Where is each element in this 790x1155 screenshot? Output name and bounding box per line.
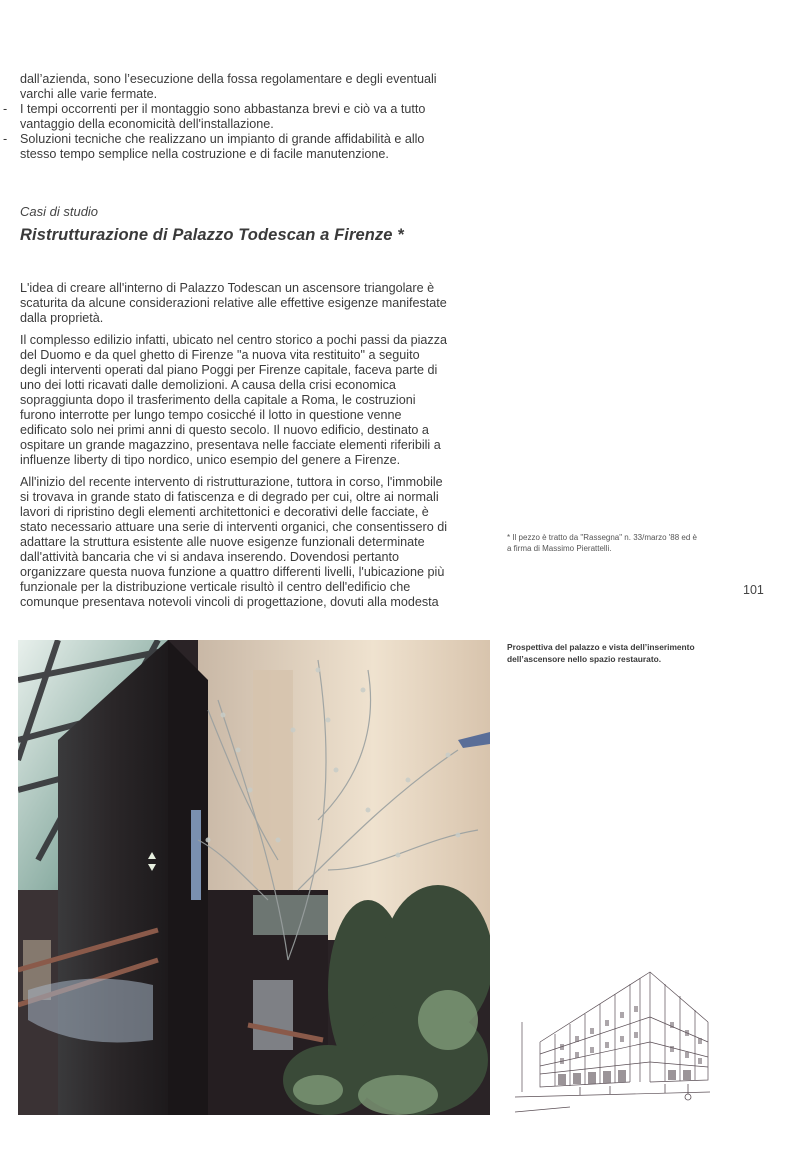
- text-line: del Duomo e da quel ghetto di Firenze "a nuova vita restituito" a seguito: [20, 348, 420, 362]
- text-line: furono interrotte per lungo tempo cosicché il lotto in questione venne: [20, 408, 402, 422]
- bullet-line: Soluzioni tecniche che realizzano un impianto di grande affidabilità e allo: [20, 132, 425, 146]
- caption-line: Prospettiva del palazzo e vista dell’inserimento: [507, 642, 695, 652]
- intro-continuation: [3, 72, 495, 162]
- palazzo-sketch: [510, 962, 720, 1117]
- figure-caption: [507, 641, 757, 665]
- text-line: funzionale per la distribuzione verticale risultò il centro dell'edificio che: [20, 580, 411, 594]
- text-line: comunque presentava notevoli vincoli di progettazione, dovuti alla modesta: [20, 595, 439, 609]
- footnote-line: * Il pezzo è tratto da "Rassegna" n. 33/marzo '88 ed è: [507, 533, 697, 542]
- text-line: dalla proprietà.: [20, 311, 104, 325]
- paragraph: [20, 475, 495, 610]
- page-number: 101: [743, 583, 764, 597]
- text-line: degli interventi operati dal piano Poggi per Firenze capitale, faceva parte di: [20, 363, 438, 377]
- caption-line: dell’ascensore nello spazio restaurato.: [507, 654, 662, 664]
- text-line: si trovava in grande stato di fatiscenza e di degrado per cui, oltre ai normali: [20, 490, 439, 504]
- article-body: [20, 281, 495, 617]
- text-line: Il complesso edilizio infatti, ubicato nel centro storico a pochi passi da piazza: [20, 333, 448, 347]
- page-title: Ristrutturazione di Palazzo Todescan a Firenze *: [20, 226, 404, 244]
- atrium-photo: [18, 640, 490, 1115]
- text-line: uno dei lotti ricavati dalle demolizioni. A causa della crisi economica: [20, 378, 396, 392]
- bullet-item: [3, 102, 495, 132]
- atrium-photo-image: [18, 640, 490, 1115]
- text-line: influenze liberty di tipo nordico, unico esempio del genere a Firenze.: [20, 453, 401, 467]
- text-line: scaturita da alcune considerazioni relative alle effettive esigenze manifestate: [20, 296, 447, 310]
- text-line: organizzare questa nuova funzione a quattro differenti livelli, l'ubicazione più: [20, 565, 445, 579]
- text-line: stato necessario attuare una serie di interventi organici, che consentissero di: [20, 520, 448, 534]
- footnote-line: a firma di Massimo Pierattelli.: [507, 544, 612, 553]
- paragraph: [20, 333, 495, 468]
- intro-line: varchi alle varie fermate.: [20, 87, 158, 101]
- footnote: [507, 532, 747, 554]
- text-line: ospitare un grande magazzino, presentava nelle facciate elementi riferibili a: [20, 438, 441, 452]
- bullet-line: stesso tempo semplice nella costruzione e di facile manutenzione.: [20, 147, 389, 161]
- text-line: sopraggiunta dopo il trasferimento della capitale a Roma, le costruzioni: [20, 393, 416, 407]
- bullet-dash: -: [3, 102, 8, 116]
- text-line: edificato solo nei primi anni di questo secolo. Il nuovo edificio, destinato a: [20, 423, 429, 437]
- intro-line: dall’azienda, sono l’esecuzione della fossa regolamentare e degli eventuali: [20, 72, 437, 86]
- bullet-line: vantaggio della economicità dell'installazione.: [20, 117, 274, 131]
- text-line: adattare la struttura esistente alle nuove esigenze funzionali determinate: [20, 535, 425, 549]
- bullet-dash: -: [3, 132, 8, 146]
- text-line: L'idea di creare all'interno di Palazzo Todescan un ascensore triangolare è: [20, 281, 435, 295]
- text-line: lavori di ripristino degli elementi architettonici e decorativi delle facciate, è: [20, 505, 429, 519]
- text-line: dall'attività bancaria che vi si andava inserendo. Dovendosi pertanto: [20, 550, 400, 564]
- section-kicker: Casi di studio: [20, 204, 99, 219]
- building-drawing-icon: [510, 962, 720, 1117]
- bullet-line: I tempi occorrenti per il montaggio sono abbastanza brevi e ciò va a tutto: [20, 102, 426, 116]
- paragraph: [20, 281, 495, 326]
- text-line: All'inizio del recente intervento di ristrutturazione, tuttora in corso, l'immobile: [20, 475, 443, 489]
- bullet-item: [3, 132, 495, 162]
